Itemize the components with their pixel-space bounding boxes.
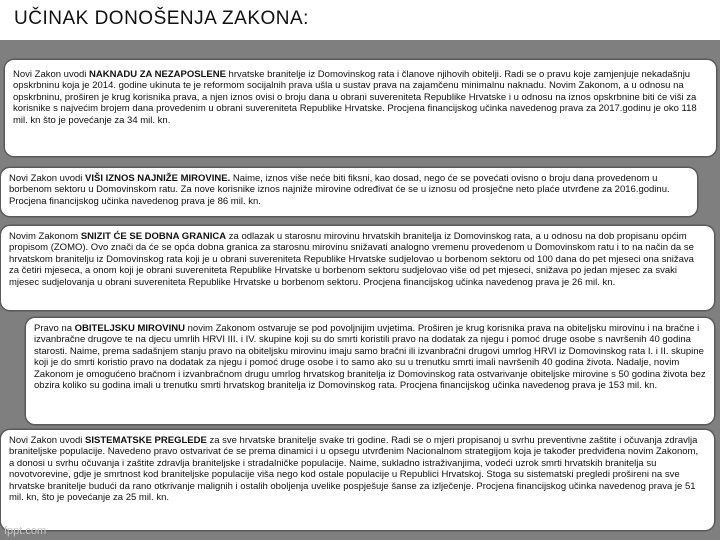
- paragraph-text: novim Zakonom ostvaruje se pod povoljnijim uvjetima. Proširen je krug korisnika prava na obiteljsku mirovinu i na bračne i izvanbračne drugove te na djecu umrlih HRVI III. i IV. skupine koji su do smrti koristili pravo na dodatak za njegu i pomoć druge osobe s navršenih 40 godina starosti. Naime, prema sadašnjem stanju pravo na obiteljsku mirovinu imaju samo bračni ili izvanbračni drugovi umrlog HRVI iz Domovinskog rata I. i II. skupine koji je do smrti koristio pravo na dodatak za njegu i pomoć druge osobe i to samo ako su u trenutku smrti imali navršenih 40 godina života. Nadalje, novim Zakonom je omogućeno bračnom i izvanbračnom drugu umrlog hrvatskog branitelja iz Domovinskog rata ostvarivanje obiteljske mirovine s 50 godina života bez obzira koliko su godina imali u trenutku smrti hrvatskog branitelja iz Domovinskog rata. Procjena financijskog učinka navedenog prava je 153 mil. kn.: [34, 323, 706, 392]
- paragraph-heading: NAKNADU ZA NEZAPOSLENE: [89, 69, 226, 80]
- paragraph-heading: SISTEMATSKE PREGLEDE: [85, 435, 207, 446]
- paragraph-heading: OBITELJSKU MIROVINU: [74, 323, 185, 334]
- paragraph-heading: VIŠI IZNOS NAJNIŽE MIROVINE.: [85, 173, 231, 184]
- paragraph-text: hrvatske branitelje iz Domovinskog rata i članove njihovih obitelji. Radi se o pravu koje zamjenjuje nekadašnju opskrbninu koja je 2014. godine ukinuta te je reformom socijalnih prava ušla u sustav prava na zajamčenu minimalnu naknadu. Novim Zakonom, a u odnosu na opskrbninu, proširen je krug korisnika prava, a njen iznos ovisi o broju dana u obrani suvereniteta Republike Hrvatske i u odnosu na iznos opskrbnine biti će viši za korisnike s najvećim brojem dana provedenim u obrani suvereniteta Republike Hrvatske. Procjena financijskog učinka navedenog prava za 2017.godinu je oko 118 mil. kn što je povećanje za 34 mil. kn.: [13, 69, 697, 126]
- paragraph-heading: SNIZIT ĆE SE DOBNA GRANICA: [80, 231, 227, 242]
- paragraph-text: Novim Zakonom: [9, 231, 81, 242]
- paragraph-text: Novi Zakon uvodi: [9, 435, 86, 446]
- paragraph-text: Naime, iznos više neće biti fiksni, kao dosad, nego će se povećati ovisno o broju dana provedenom u borbenom sektoru u Domovinskom ratu. Za nove korisnike iznos najniže mirovine određivat će se u iznosu od prosječne neto plaće utvrđene za 2016.godinu. Procjena financijskog učinka navedenog prava je 86 mil. kn.: [9, 173, 670, 207]
- paragraph-box-family-pension: [28, 320, 712, 422]
- page-title: UČINAK DONOŠENJA ZAKONA:: [14, 8, 309, 29]
- paragraph-text: za sve hrvatske branitelje svake tri godine. Radi se o mjeri propisanoj u svrhu preventivne zaštite i očuvanja zdravlja branitelјske populacije. Navedeno pravo ostvarivat će se prema dinamici i u opsegu utvrđenim Nacionalnom strategijom koja je također predviđena novim Zakonom, a donosi u svrhu očuvanja i zaštite zdravlja braniteljske i stradalničke populacije. Naime, sukladno istraživanjima, vodeći uzrok smrti hrvatskih branitelja su novotvorevine, gdje je smrtnost kod braniteljske populacije viša nego kod ostale populacije u Republici Hrvatskoj. Stoga su sistematski pregledi prošireni na sve hrvatske branitelje budući da rano otkrivanje malignih i ostalih oboljenja uvelike pospješuje šanse za izlječenje. Procjena financijskog učinka navedenog prava je 51 mil. kn, što je povećanje za 25 mil. kn.: [9, 435, 699, 504]
- paragraph-box-minimum-pension: [3, 170, 695, 214]
- paragraph-box-age-limit: [3, 228, 712, 308]
- paragraph-text: za odlazak u starosnu mirovinu hrvatskih branitelja iz Domovinskog rata, a u odnosu na dob propisanu općim propisom (ZOMO). Ovo znači da će se opća dobna granica za starosnu mirovinu snižavati analogno vremenu provedenom u Domovinskom ratu i to na način da se hrvatskom branitelju iz Domovinskog rata koji je u obrani suvereniteta Republike Hrvatske sudjelovao u borbenom sektoru od 100 dana do pet mjeseci ona snižava za četiri mjeseca, a onom koji je obrani suvereniteta Republike Hrvatske u borbenom sektoru sudjelovao više od pet mjeseci, snižava po jedan mjesec za svaki mjesec sudjelovanja u obrani suvereniteta Republike Hrvatske u borbenom sektoru. Procjena financijskog učinka navedenog prava je 26 mil. kn.: [9, 231, 694, 288]
- watermark: fppt.com: [4, 525, 47, 537]
- paragraph-text: Pravo na: [34, 323, 75, 334]
- paragraph-text: Novi Zakon uvodi: [9, 173, 86, 184]
- paragraph-box-unemployment-benefit: [7, 62, 714, 154]
- paragraph-text: Novi Zakon uvodi: [13, 69, 90, 80]
- paragraph-box-medical-checkups: [3, 432, 712, 528]
